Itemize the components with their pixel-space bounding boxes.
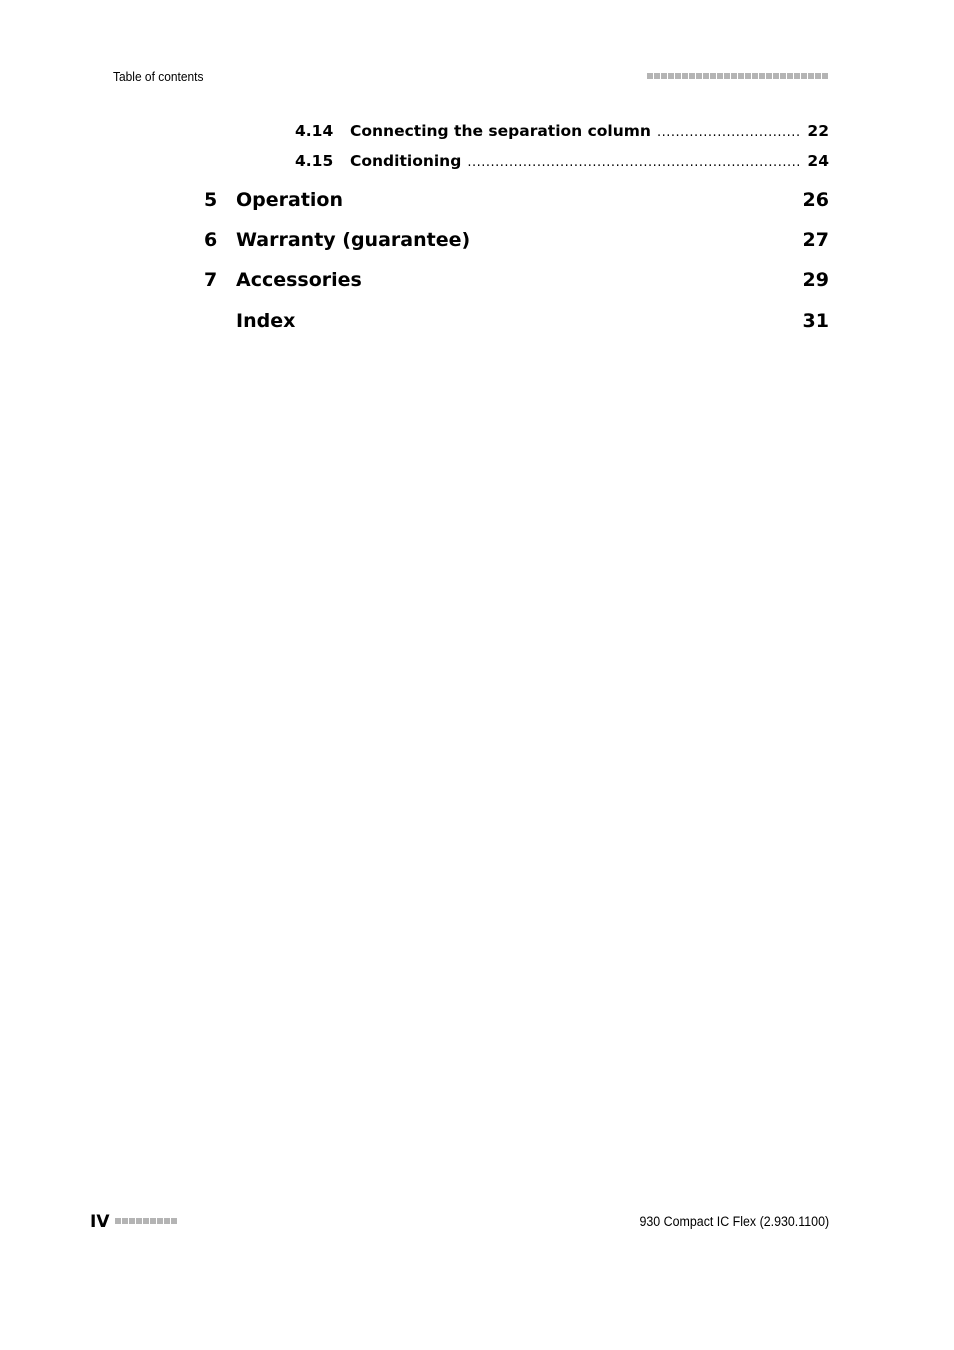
toc-entry-title: Conditioning (350, 152, 462, 170)
toc-chapter-title: Operation (236, 189, 344, 211)
toc-entry-chapter[interactable] (204, 229, 829, 255)
toc-entry-page: 22 (807, 122, 829, 140)
toc-entry-number: 4.14 (295, 122, 334, 140)
toc-chapter-page: 31 (802, 310, 829, 332)
footer-decorative-squares (115, 1218, 177, 1224)
footer-page-number: IV (90, 1212, 110, 1232)
toc-dot-leader (467, 155, 802, 170)
toc-entry-index[interactable] (204, 310, 829, 336)
toc-entry-page: 24 (807, 152, 829, 170)
footer-document-title: 930 Compact IC Flex (2.930.1100) (639, 1214, 829, 1229)
toc-chapter-title: Index (236, 310, 296, 332)
toc-entry-subsection[interactable] (295, 152, 829, 172)
running-header-title: Table of contents (113, 69, 204, 84)
toc-entry-number: 4.15 (295, 152, 334, 170)
toc-entry-chapter[interactable] (204, 189, 829, 215)
header-decorative-squares (647, 73, 828, 79)
toc-entry-subsection[interactable] (295, 122, 829, 142)
toc-chapter-page: 26 (802, 189, 829, 211)
toc-chapter-title: Warranty (guarantee) (236, 229, 471, 251)
toc-chapter-title: Accessories (236, 269, 362, 291)
toc-chapter-number: 5 (204, 189, 218, 211)
toc-chapter-number: 7 (204, 269, 218, 291)
toc-dot-leader (657, 125, 802, 140)
toc-chapter-page: 27 (802, 229, 829, 251)
toc-chapter-page: 29 (802, 269, 829, 291)
toc-chapter-number: 6 (204, 229, 218, 251)
toc-entry-title: Connecting the separation column (350, 122, 651, 140)
toc-entry-chapter[interactable] (204, 269, 829, 295)
